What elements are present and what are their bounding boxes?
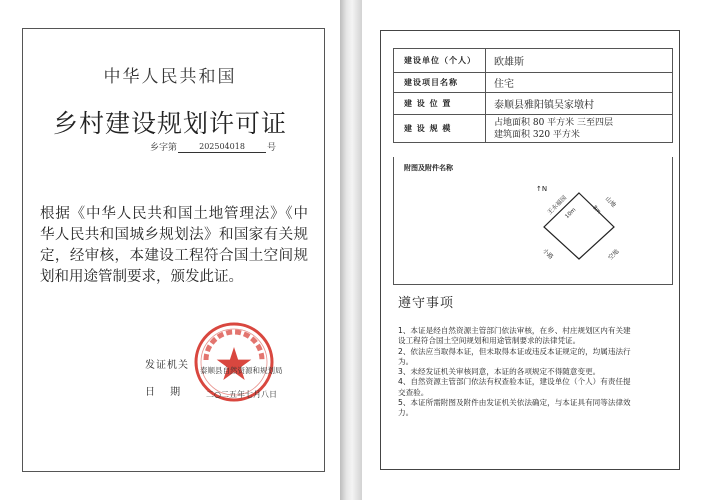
builder-label: 建设单位（个人） — [394, 49, 486, 73]
table-row — [394, 115, 673, 143]
certificate-body: 根据《中华人民共和国土地管理法》《中华人民共和国城乡规划法》和国家有关规定，经审核，本建设工程符合国土空间规划和用途管制要求，颁发此证。 — [40, 206, 308, 285]
scale-value — [486, 115, 673, 143]
list-item: 设工程符合国土空间规划和用途管制要求的法律凭证。 — [398, 336, 581, 346]
location-label: 建 设 位 置 — [394, 93, 486, 115]
number-prefix: 乡字第 — [150, 143, 178, 153]
list-item: 2、依法应当取得本证，但未取得本证或违反本证规定的，均属违法行 — [398, 346, 631, 356]
attachment-box — [393, 157, 673, 285]
list-item: 交查验。 — [398, 387, 429, 397]
table-row — [394, 93, 673, 115]
list-item: 3、未经发证机关审核同意，本证的各项规定不得随意变更。 — [398, 367, 601, 377]
scale-label: 建 设 规 模 — [394, 115, 486, 143]
list-item: 为。 — [398, 356, 414, 366]
table-row — [394, 73, 673, 93]
book-gutter — [340, 0, 362, 500]
issue-date: 二○二五年七月八日 — [206, 390, 277, 399]
right-page — [362, 0, 703, 500]
certificate-title: 乡村建设规划许可证 — [52, 109, 287, 138]
label-top-right: 山地 — [603, 195, 618, 209]
notice-list — [398, 326, 668, 419]
list-item: 1、本证是经自然资源主管部门依法审核，在乡、村庄规划区内有关建 — [398, 326, 631, 335]
permit-info-table — [393, 48, 673, 143]
label-top-left: 王永福园 — [546, 194, 569, 217]
attachment-label: 附图及附件名称 — [404, 163, 453, 172]
number-suffix: 号 — [267, 143, 277, 153]
number-value: 202504018 — [178, 141, 266, 153]
label-bottom-left: 小路 — [540, 247, 555, 261]
country-name: 中华人民共和国 — [103, 67, 237, 87]
project-value: 住宅 — [486, 73, 673, 93]
list-item: 5、本证所需附图及附件由发证机关依法确定，与本证具有同等法律效 — [398, 398, 631, 408]
issuer-label: 发证机关 — [145, 360, 189, 371]
list-item: 力。 — [398, 408, 414, 418]
issuer-name: 泰顺县自然资源和规划局 — [200, 366, 283, 375]
scale-line-1: 占地面积 80 平方米 三至四层 — [494, 117, 614, 128]
side-length-1: 10m — [564, 207, 578, 221]
list-item: 4、自然资源主管部门依法有权查验本证，建设单位（个人）有责任提 — [398, 377, 631, 387]
side-length-2: 8m — [591, 204, 602, 216]
builder-value: 欧雄斯 — [486, 49, 673, 73]
notice-title: 遵守事项 — [398, 296, 455, 311]
scale-line-2: 建筑面积 320 平方米 — [494, 129, 580, 140]
project-label: 建设项目名称 — [394, 73, 486, 93]
location-value: 泰顺县雅阳镇吴家墩村 — [486, 93, 673, 115]
label-bottom-right: 空地 — [607, 248, 621, 262]
date-label: 日 期 — [145, 387, 187, 398]
left-page — [0, 0, 340, 500]
site-plan-diagram — [394, 157, 674, 285]
table-row — [394, 49, 673, 73]
certificate-number — [150, 140, 276, 153]
north-arrow-label: ↑N — [536, 185, 548, 193]
